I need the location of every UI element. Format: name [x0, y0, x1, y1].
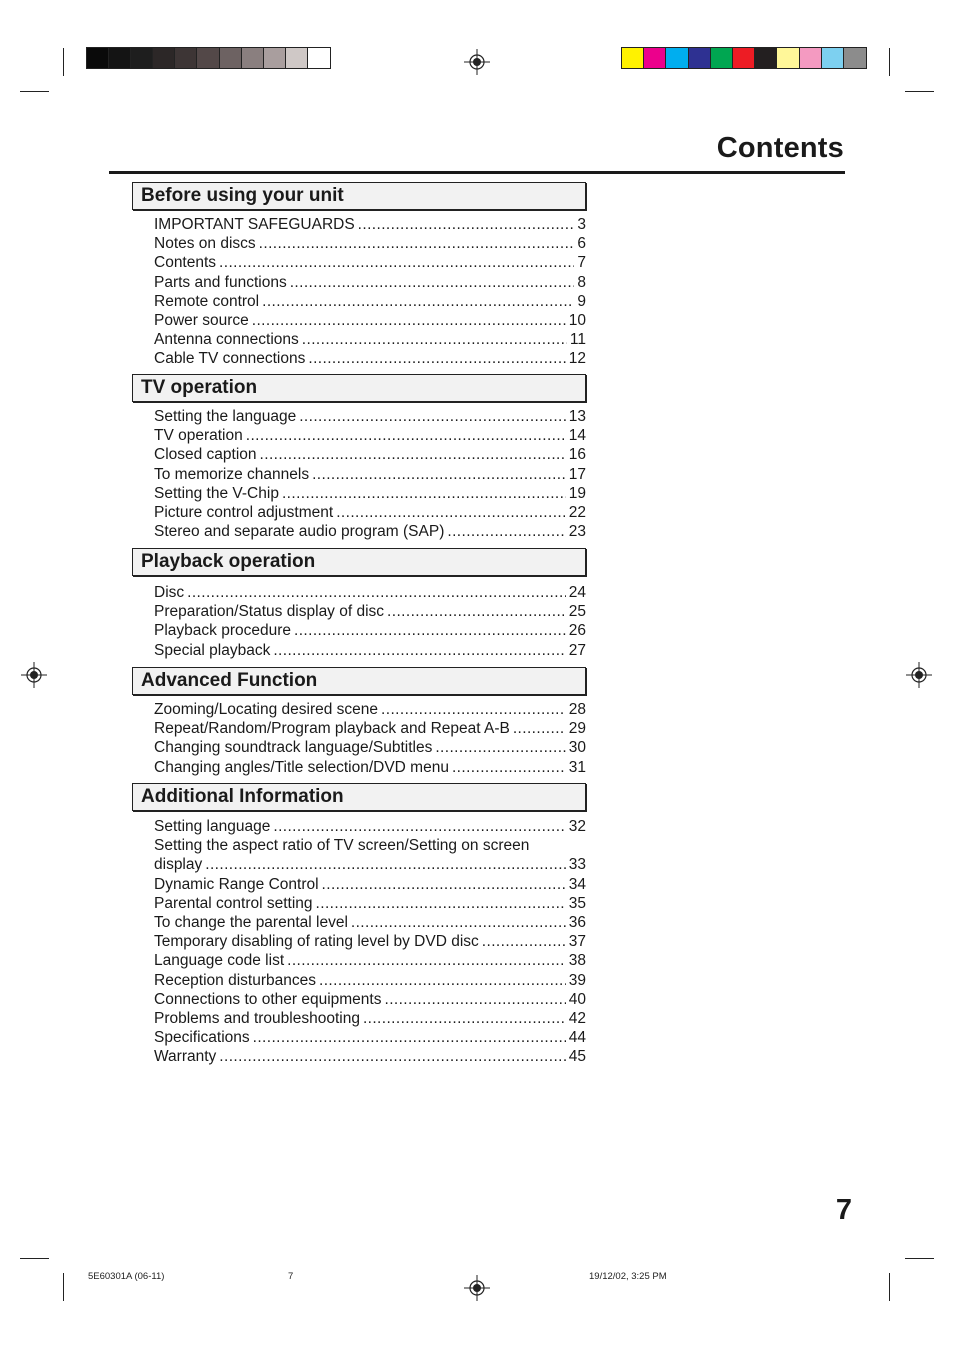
toc-entry-page: 35 — [568, 894, 586, 912]
toc-entry-page: 11 — [569, 331, 586, 349]
color-swatch — [822, 48, 844, 68]
toc-entry-title: Setting the aspect ratio of TV screen/Setting on screen — [154, 837, 530, 855]
toc-entry[interactable] — [154, 445, 586, 464]
toc-entry[interactable] — [154, 1009, 586, 1028]
toc-entry[interactable] — [154, 700, 586, 719]
dot-leader — [387, 602, 566, 621]
dot-leader — [351, 913, 566, 932]
color-swatch — [777, 48, 799, 68]
toc-entry[interactable] — [154, 407, 586, 426]
toc-entry[interactable] — [154, 253, 586, 272]
toc-entry[interactable] — [154, 465, 586, 484]
dot-leader — [205, 855, 566, 874]
toc-entry-title: To change the parental level — [154, 913, 348, 931]
color-swatch — [220, 48, 242, 68]
toc-entry-title: IMPORTANT SAFEGUARDS — [154, 216, 355, 233]
section-header-additional-information: Additional Information — [132, 783, 586, 811]
toc-entry[interactable] — [154, 1028, 586, 1047]
toc-entry-page: 12 — [568, 350, 586, 368]
toc-entry-page: 42 — [568, 1009, 586, 1027]
toc-entry-title: Stereo and separate audio program (SAP) — [154, 523, 445, 541]
toc-entry-page: 24 — [568, 584, 586, 601]
crop-mark — [63, 1273, 64, 1301]
toc-entry-page: 34 — [568, 875, 586, 893]
toc-entry-title: Specifications — [154, 1029, 250, 1047]
toc-entry[interactable] — [154, 602, 586, 621]
toc-entry-title: Changing angles/Title selection/DVD menu — [154, 758, 449, 776]
dot-leader — [482, 932, 566, 951]
section-entries-tv-operation — [154, 407, 586, 541]
section-header-playback-operation: Playback operation — [132, 548, 586, 576]
section-header-tv-operation: TV operation — [132, 374, 586, 402]
toc-entry[interactable] — [154, 484, 586, 503]
toc-entry[interactable] — [154, 621, 586, 640]
toc-entry-title: To memorize channels — [154, 465, 310, 483]
toc-entry[interactable] — [154, 990, 586, 1009]
toc-entry-page: 16 — [568, 446, 586, 464]
toc-entry-page: 30 — [568, 739, 586, 757]
toc-entry-title: Picture control adjustment — [154, 503, 334, 521]
toc-entry[interactable] — [154, 522, 586, 541]
dot-leader — [452, 758, 566, 777]
dot-leader — [319, 971, 566, 990]
toc-entry-title: Remote control — [154, 292, 260, 310]
color-swatch — [175, 48, 197, 68]
toc-entry[interactable] — [154, 583, 586, 602]
color-swatch — [800, 48, 822, 68]
toc-entry-title: Notes on discs — [154, 235, 256, 253]
dot-leader — [384, 990, 565, 1009]
toc-entry-title: Closed caption — [154, 446, 257, 464]
toc-entry-title: Setting the V-Chip — [154, 484, 279, 502]
crop-mark — [905, 1258, 934, 1259]
dot-leader — [219, 253, 574, 272]
toc-entry[interactable] — [154, 426, 586, 445]
toc-entry-title: Repeat/Random/Program playback and Repeat A-B — [154, 720, 510, 738]
color-calibration-bar — [621, 47, 867, 69]
dot-leader — [253, 1028, 566, 1047]
dot-leader — [363, 1009, 566, 1028]
color-swatch — [844, 48, 866, 68]
dot-leader — [294, 621, 566, 640]
color-swatch — [733, 48, 755, 68]
toc-entry-title: Reception disturbances — [154, 971, 316, 989]
dot-leader — [290, 273, 575, 292]
color-swatch — [622, 48, 644, 68]
toc-entry-page: 32 — [568, 818, 586, 835]
toc-entry[interactable] — [154, 875, 586, 894]
dot-leader — [262, 292, 574, 311]
toc-entry[interactable] — [154, 855, 586, 874]
color-swatch — [689, 48, 711, 68]
toc-entry-title: Connections to other equipments — [154, 990, 382, 1008]
toc-entry-title: Language code list — [154, 952, 285, 970]
toc-entry[interactable] — [154, 215, 586, 234]
toc-entry-title: Disc — [154, 584, 185, 601]
footer-code: 5E60301A (06-11) — [88, 1271, 165, 1282]
toc-entry[interactable] — [154, 951, 586, 970]
dot-leader — [260, 445, 566, 464]
dot-leader — [513, 719, 566, 738]
registration-mark-icon — [464, 49, 490, 75]
toc-entry-title: Contents — [154, 254, 217, 272]
toc-entry-page: 17 — [568, 465, 586, 483]
toc-entry[interactable] — [154, 641, 586, 660]
toc-entry-page: 37 — [568, 933, 586, 951]
dot-leader — [287, 951, 566, 970]
crop-mark — [63, 48, 64, 76]
toc-entry-title: Power source — [154, 311, 249, 329]
toc-entry[interactable] — [154, 738, 586, 757]
color-swatch — [131, 48, 153, 68]
color-swatch — [644, 48, 666, 68]
crop-mark — [905, 91, 934, 92]
color-swatch — [286, 48, 308, 68]
toc-entry-page: 40 — [568, 990, 586, 1008]
dot-leader — [316, 894, 566, 913]
toc-entry[interactable] — [154, 503, 586, 522]
registration-mark-icon — [464, 1275, 490, 1301]
section-header-before-using: Before using your unit — [132, 182, 586, 210]
color-swatch — [153, 48, 175, 68]
toc-entry[interactable] — [154, 292, 586, 311]
footer-page: 7 — [288, 1271, 294, 1282]
dot-leader — [308, 349, 565, 368]
toc-entry[interactable] — [154, 758, 586, 777]
toc-entry-title: Dynamic Range Control — [154, 875, 319, 893]
toc-entry-title: Special playback — [154, 641, 271, 659]
grayscale-calibration-bar — [86, 47, 331, 69]
toc-entry-page: 26 — [568, 622, 586, 640]
toc-entry-page: 36 — [568, 913, 586, 931]
toc-entry-title: Zooming/Locating desired scene — [154, 701, 379, 718]
toc-entry-title: TV operation — [154, 427, 243, 445]
dot-leader — [259, 234, 575, 253]
dot-leader — [312, 465, 566, 484]
toc-entry-title: display — [154, 856, 203, 874]
toc-entry-page: 22 — [568, 503, 586, 521]
toc-entry-title: Parts and functions — [154, 273, 287, 291]
section-entries-playback-operation — [154, 583, 586, 660]
toc-entry-title: Preparation/Status display of disc — [154, 603, 385, 621]
color-swatch — [87, 48, 109, 68]
registration-mark-icon — [906, 662, 932, 688]
dot-leader — [252, 311, 566, 330]
dot-leader — [219, 1047, 565, 1066]
section-entries-before-using — [154, 215, 586, 369]
toc-entry-page: 14 — [568, 427, 586, 445]
dot-leader — [187, 583, 566, 602]
toc-entry-page: 13 — [568, 408, 586, 425]
color-swatch — [666, 48, 688, 68]
dot-leader — [447, 522, 565, 541]
dot-leader — [273, 641, 565, 660]
color-swatch — [264, 48, 286, 68]
color-swatch — [755, 48, 777, 68]
dot-leader — [299, 407, 566, 426]
crop-mark — [889, 48, 890, 76]
toc-entry-page: 33 — [568, 856, 586, 874]
toc-entry-page: 23 — [568, 523, 586, 541]
dot-leader — [358, 215, 575, 234]
toc-entry[interactable] — [154, 913, 586, 932]
toc-entry[interactable] — [154, 817, 586, 836]
toc-entry-page: 25 — [568, 603, 586, 621]
toc-entry[interactable] — [154, 1047, 586, 1066]
title-rule — [109, 171, 845, 174]
toc-entry-title: Cable TV connections — [154, 350, 306, 368]
toc-entry-page: 29 — [568, 720, 586, 738]
dot-leader — [282, 484, 566, 503]
toc-entry-page: 3 — [577, 216, 586, 233]
toc-entry-page: 31 — [568, 758, 586, 776]
crop-mark — [20, 1258, 49, 1259]
dot-leader — [336, 503, 566, 522]
dot-leader — [273, 817, 565, 836]
toc-entry-title: Setting the language — [154, 408, 297, 425]
crop-mark — [20, 91, 49, 92]
toc-entry-title: Problems and troubleshooting — [154, 1009, 360, 1027]
toc-entry-title: Setting language — [154, 818, 271, 835]
toc-entry-page: 19 — [568, 484, 586, 502]
toc-entry-page: 39 — [568, 971, 586, 989]
toc-entry[interactable] — [154, 932, 586, 951]
toc-entry[interactable] — [154, 273, 586, 292]
dot-leader — [381, 700, 566, 719]
toc-entry[interactable] — [154, 330, 586, 349]
section-entries-advanced-function — [154, 700, 586, 777]
toc-entry[interactable] — [154, 311, 586, 330]
page-number: 7 — [835, 1194, 852, 1226]
toc-entry[interactable] — [154, 234, 586, 253]
toc-entry-title: Playback procedure — [154, 622, 291, 640]
toc-entry[interactable] — [154, 349, 586, 368]
toc-entry-page: 6 — [577, 235, 586, 253]
section-header-advanced-function: Advanced Function — [132, 667, 586, 695]
toc-entry-title: Temporary disabling of rating level by DVD disc — [154, 933, 479, 951]
footer-timestamp: 19/12/02, 3:25 PM — [589, 1271, 667, 1282]
toc-entry-page: 8 — [577, 273, 586, 291]
registration-mark-icon — [21, 662, 47, 688]
color-swatch — [242, 48, 264, 68]
color-swatch — [197, 48, 219, 68]
toc-entry-page: 10 — [568, 311, 586, 329]
dot-leader — [246, 426, 566, 445]
toc-entry[interactable] — [154, 836, 586, 855]
dot-leader — [435, 738, 565, 757]
toc-entry-title: Warranty — [154, 1048, 217, 1066]
color-swatch — [711, 48, 733, 68]
crop-mark — [889, 1273, 890, 1301]
toc-entry-title: Parental control setting — [154, 894, 313, 912]
color-swatch — [109, 48, 131, 68]
toc-entry[interactable] — [154, 894, 586, 913]
section-entries-additional-information — [154, 817, 586, 1066]
toc-entry-page: 28 — [568, 701, 586, 718]
toc-entry-page: 38 — [568, 952, 586, 970]
dot-leader — [322, 875, 566, 894]
toc-entry-page: 45 — [568, 1048, 586, 1066]
toc-entry-page: 44 — [568, 1029, 586, 1047]
toc-entry-title: Antenna connections — [154, 331, 299, 349]
color-swatch — [308, 48, 330, 68]
toc-entry[interactable] — [154, 971, 586, 990]
toc-entry-page: 27 — [568, 641, 586, 659]
toc-entry[interactable] — [154, 719, 586, 738]
toc-entry-title: Changing soundtrack language/Subtitles — [154, 739, 433, 757]
toc-entry-page: 9 — [577, 292, 586, 310]
page-title: Contents — [716, 132, 844, 164]
toc-entry-page: 7 — [577, 254, 586, 272]
dot-leader — [302, 330, 567, 349]
